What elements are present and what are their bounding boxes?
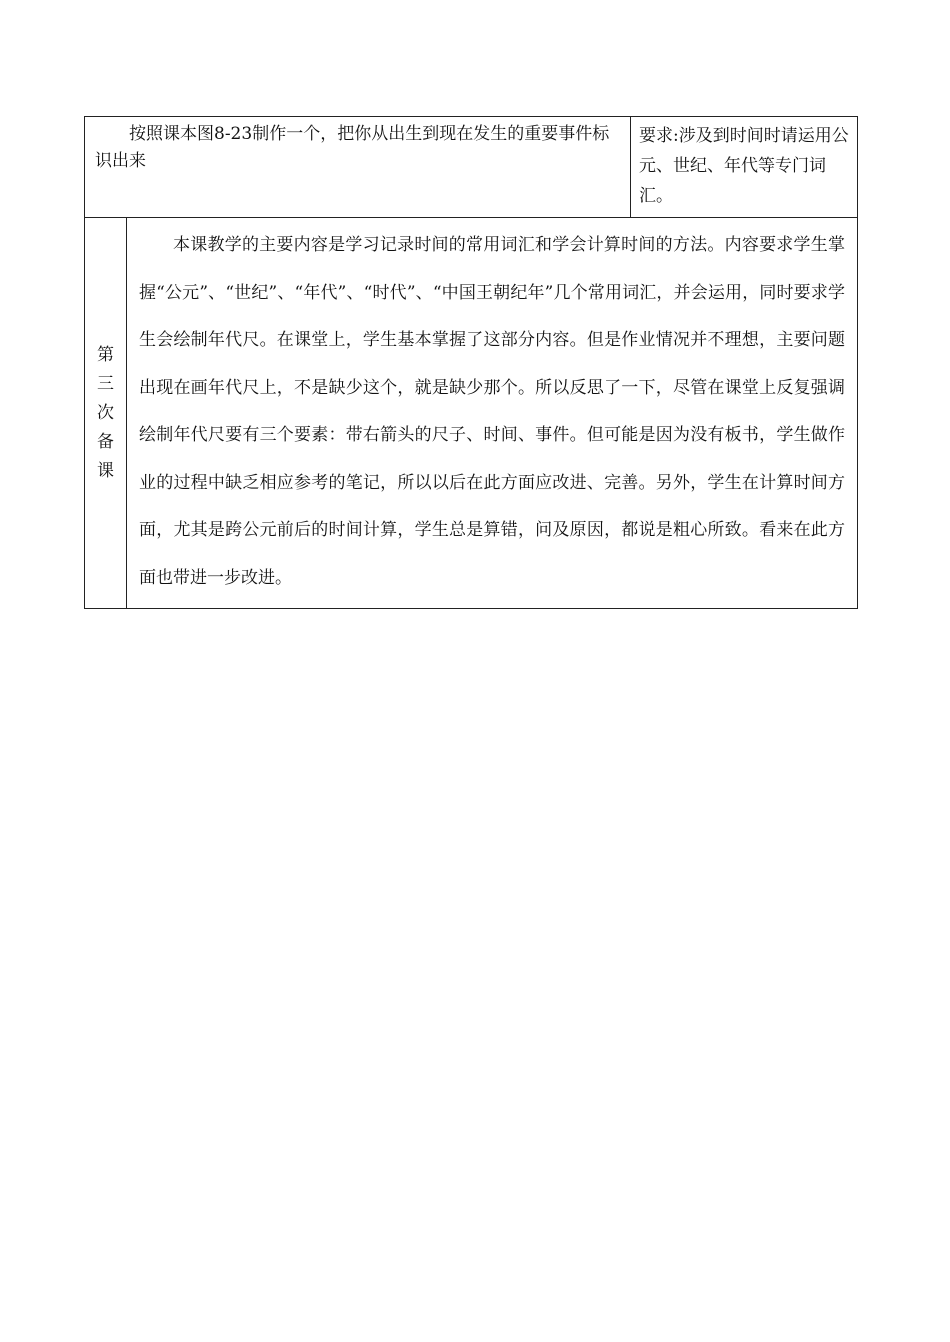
reflection-row xyxy=(85,218,858,609)
lesson-plan-table xyxy=(84,116,858,609)
reflection-body-cell xyxy=(127,218,858,609)
task-row xyxy=(85,117,858,218)
requirement-text: 要求:涉及到时间时请运用公元、世纪、年代等专门词汇。 xyxy=(639,126,849,206)
row-label-char: 课 xyxy=(97,460,114,481)
row-label-char: 第 xyxy=(97,344,114,365)
row-label-char: 三 xyxy=(97,373,114,394)
row-label-char: 次 xyxy=(97,402,114,423)
row-label-cell xyxy=(85,218,127,609)
row-label-char: 备 xyxy=(97,431,114,452)
task-cell xyxy=(85,117,631,218)
reflection-body-text: 本课教学的主要内容是学习记录时间的常用词汇和学会计算时间的方法。内容要求学生掌握“公元”、“世纪”、“年代”、“时代”、“中国王朝纪年”几个常用词汇，并会运用，同时要求学生会绘制年代尺。在课堂上，学生基本掌握了这部分内容。但是作业情况并不理想，主要问题出现在画年代尺上，不是缺少这个，就是缺少那个。所以反思了一下，尽管在课堂上反复强调绘制年代尺要有三个要素：带右箭头的尺子、时间、事件。但可能是因为没有板书，学生做作业的过程中缺乏相应参考的笔记，所以以后在此方面应改进、完善。另外，学生在计算时间方面，尤其是跨公元前后的时间计算，学生总是算错，问及原因，都说是粗心所致。看来在此方面也带进一步改进。 xyxy=(139,235,846,588)
task-text: 按照课本图8-23制作一个，把你从出生到现在发生的重要事件标识出来 xyxy=(95,124,610,171)
requirement-cell xyxy=(631,117,858,218)
